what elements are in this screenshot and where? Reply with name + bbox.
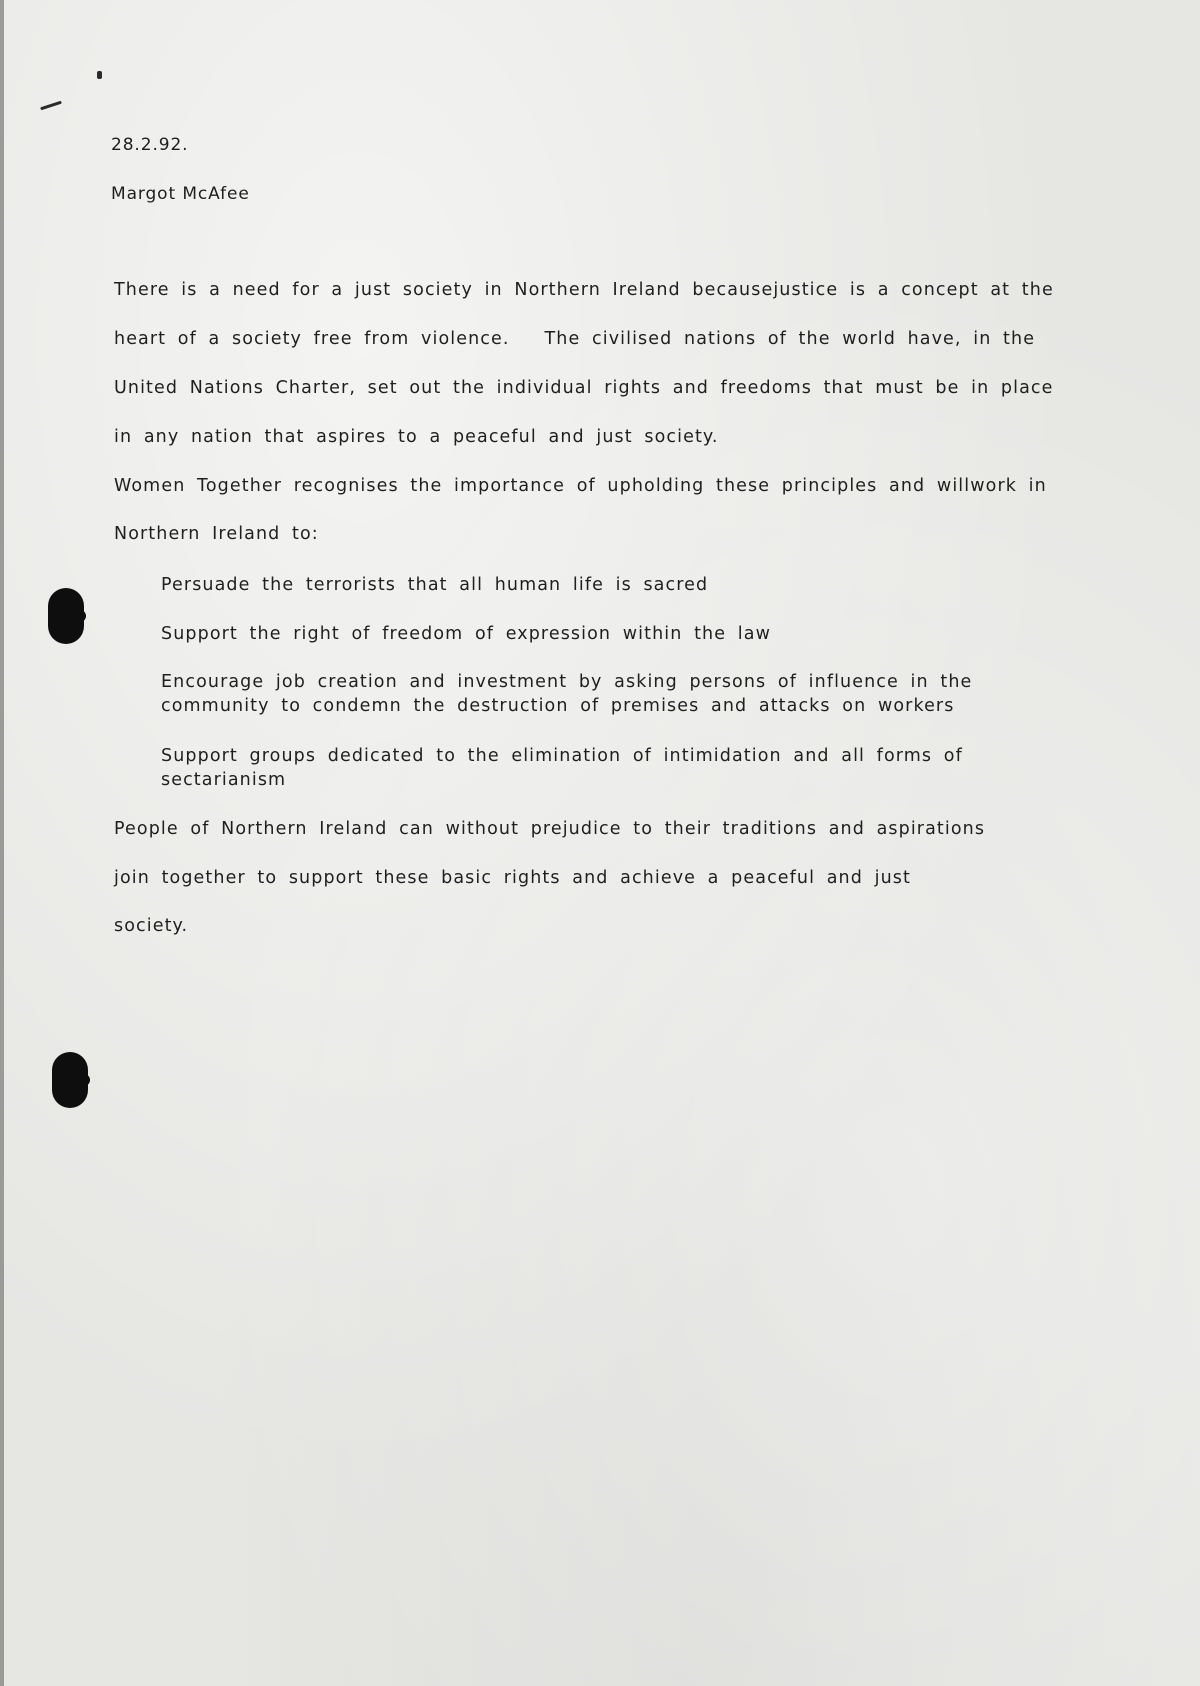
aim-item: Support groups dedicated to the elimination of intimidation and all forms of sectarianism: [161, 746, 963, 790]
aim-item: Support the right of freedom of expression within the law: [161, 624, 771, 644]
paragraph-1-line: in any nation that aspires to a peaceful and just society.: [114, 427, 719, 447]
aim-item: Persuade the terrorists that all human life is sacred: [161, 575, 709, 595]
punch-hole-lower: [52, 1052, 88, 1108]
paragraph-2-line: Women Together recognises the importance of upholding these principles and willwork in: [114, 476, 1047, 496]
closing-line: society.: [114, 916, 189, 936]
document-date: 28.2.92.: [111, 135, 189, 155]
paragraph-2-line: Northern Ireland to:: [114, 524, 319, 544]
paragraph-1-line: There is a need for a just society in Northern Ireland becausejustice is a concept at the: [114, 280, 1054, 300]
page-left-edge: [0, 0, 4, 1686]
paragraph-1-line: heart of a society free from violence. The civilised nations of the world have, in the: [114, 329, 1036, 349]
ink-stroke-mark: [40, 101, 62, 111]
closing-line: join together to support these basic rights and achieve a peaceful and just: [114, 868, 911, 888]
aim-item: Encourage job creation and investment by asking persons of influence in the community to condemn the destruction of premises and attacks on workers: [161, 672, 973, 716]
punch-hole-upper: [48, 588, 84, 644]
author-name: Margot McAfee: [111, 184, 250, 204]
ink-dot-mark: [97, 71, 102, 79]
paragraph-1-line: United Nations Charter, set out the individual rights and freedoms that must be in place: [114, 378, 1054, 398]
closing-line: People of Northern Ireland can without prejudice to their traditions and aspirations: [114, 819, 986, 839]
